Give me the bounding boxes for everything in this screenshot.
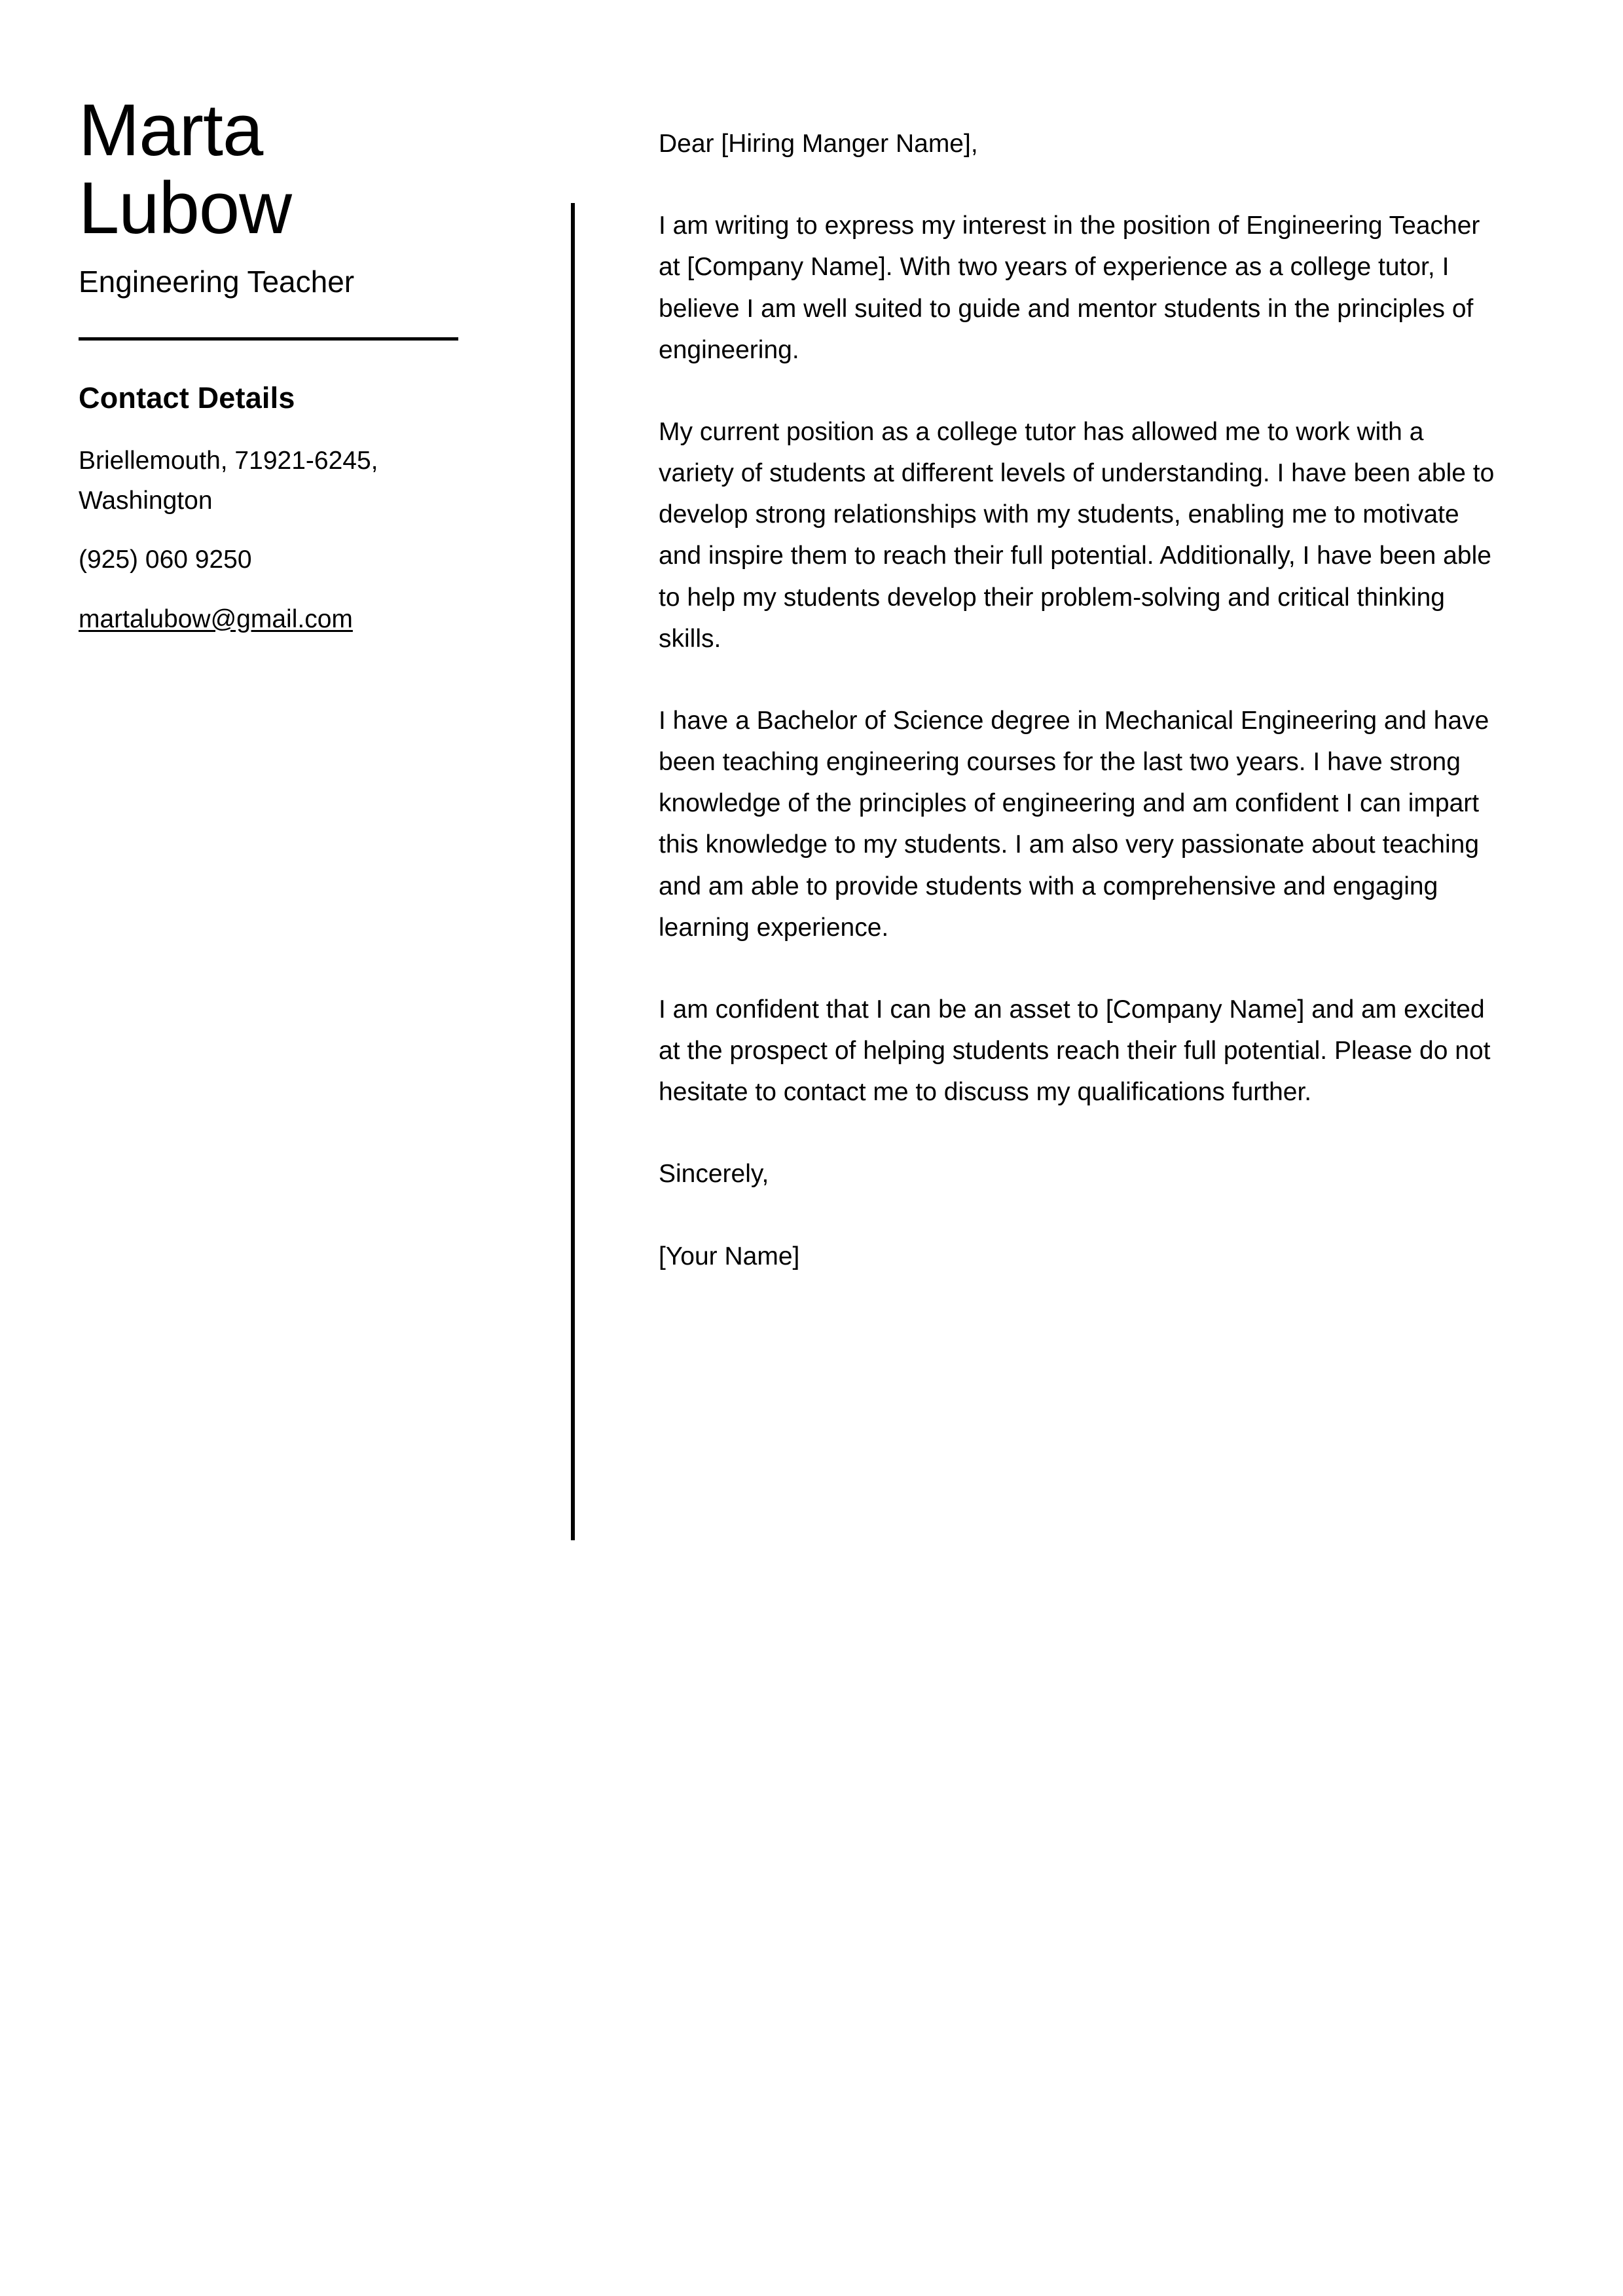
letter-closing: Sincerely, bbox=[659, 1160, 769, 1189]
letter-paragraph-1: I am writing to express my interest in the position of Engineering Teacher at [Company Name]. With two years of experience as a college tutor, I believe I am well suited to guide and mentor students in the principles of engineering. bbox=[659, 212, 1480, 364]
contact-phone[interactable]: (925) 060 9250 bbox=[79, 546, 252, 574]
vertical-divider bbox=[571, 203, 575, 1540]
applicant-job-title: Engineering Teacher bbox=[79, 265, 355, 299]
contact-email-link[interactable]: martalubow@gmail.com bbox=[79, 604, 353, 633]
letter-body bbox=[659, 123, 1503, 1277]
sidebar bbox=[79, 89, 471, 659]
letter-paragraph-3: I have a Bachelor of Science degree in Mechanical Engineering and have been teaching engineering courses for the last two years. I have strong knowledge of the principles of engineering and am confident I can impart this knowledge to my students. I am also very passionate about teaching and am able to provide students with a comprehensive and engaging learning experience. bbox=[659, 706, 1489, 942]
applicant-first-name: Marta bbox=[79, 89, 263, 171]
contact-details-heading: Contact Details bbox=[79, 381, 295, 415]
contact-address: Briellemouth, 71921-6245, Washington bbox=[79, 447, 378, 515]
contact-details-list bbox=[79, 441, 471, 639]
letter-paragraph-4: I am confident that I can be an asset to [Company Name] and am excited at the prospect of helping students reach their full potential. Please do not hesitate to contact me to discuss my qualifications further. bbox=[659, 995, 1491, 1107]
letter-paragraph-2: My current position as a college tutor has allowed me to work with a variety of students at different levels of understanding. I have been able to develop strong relationships with my students, enabling me to motivate and inspire them to reach their full potential. Additionally, I have been able to help my students develop their problem-solving and critical thinking skills. bbox=[659, 417, 1495, 653]
letter-signature: [Your Name] bbox=[659, 1242, 800, 1270]
applicant-last-name: Lubow bbox=[79, 166, 292, 249]
sidebar-divider-rule bbox=[79, 337, 458, 341]
letter-salutation: Dear [Hiring Manger Name], bbox=[659, 130, 978, 158]
